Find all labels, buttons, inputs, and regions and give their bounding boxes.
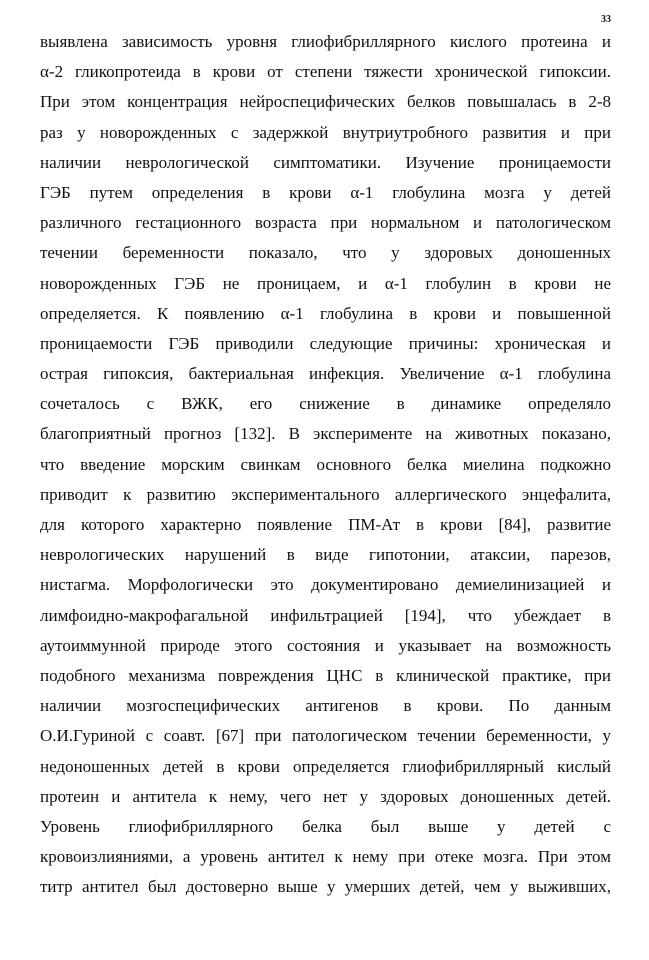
text-line: титр антител был достоверно выше у умерших детей, чем у выживших, — [40, 877, 611, 897]
text-line: нистагма. Морфологически это документировано демиелинизацией и — [40, 575, 611, 595]
text-line: лимфоидно-макрофагальной инфильтрацией [194], что убеждает в — [40, 605, 611, 625]
text-line: проницаемости ГЭБ приводили следующие причины: хроническая и — [40, 333, 611, 353]
text-line: недоношенных детей в крови определяется глиофибриллярный кислый — [40, 756, 611, 776]
page-number: 33 — [601, 14, 611, 25]
text-line: приводит к развитию экспериментального аллергического энцефалита, — [40, 484, 611, 504]
text-line: α-2 гликопротеида в крови от степени тяжести хронической гипоксии. — [40, 62, 611, 82]
text-line: Уровень глиофибриллярного белка был выше у детей с — [40, 816, 611, 836]
text-line: При этом концентрация нейроспецифических белков повышалась в 2-8 — [40, 92, 611, 112]
text-line: О.И.Гуриной с соавт. [67] при патологическом течении беременности, у — [40, 726, 611, 746]
text-line: для которого характерно появление ПМ-Ат в крови [84], развитие — [40, 515, 611, 534]
text-line: неврологических нарушений в виде гипотонии, атаксии, парезов, — [40, 545, 611, 565]
text-line: что введение морским свинкам основного белка миелина подкожно — [40, 454, 611, 474]
text-line: новорожденных ГЭБ не проницаем, и α-1 глобулин в крови не — [40, 273, 611, 293]
text-line: определяется. К появлению α-1 глобулина в крови и повышенной — [40, 303, 611, 323]
text-line: раз у новорожденных с задержкой внутриутробного развития и при — [40, 122, 611, 142]
text-line: острая гипоксия, бактериальная инфекция. Увеличение α-1 глобулина — [40, 364, 611, 384]
text-line: кровоизлияниями, а уровень антител к нему при отеке мозга. При этом — [40, 847, 611, 867]
text-line: течении беременности показало, что у здоровых доношенных — [40, 243, 611, 263]
body-paragraph — [40, 27, 611, 902]
text-line: ГЭБ путем определения в крови α-1 глобулина мозга у детей — [40, 182, 611, 202]
text-line: наличии мозгоспецифических антигенов в крови. По данным — [40, 696, 611, 716]
text-line: протеин и антитела к нему, чего нет у здоровых доношенных детей. — [40, 786, 611, 806]
text-line: различного гестационного возраста при нормальном и патологическом — [40, 213, 611, 233]
text-line: благоприятный прогноз [132]. В эксперименте на животных показано, — [40, 424, 611, 444]
text-line: сочеталось с ВЖК, его снижение в динамике определяло — [40, 394, 611, 414]
text-line: наличии неврологической симптоматики. Изучение проницаемости — [40, 152, 611, 172]
text-line: выявлена зависимость уровня глиофибриллярного кислого протеина и — [40, 32, 611, 51]
text-line: подобного механизма повреждения ЦНС в клинической практике, при — [40, 665, 611, 685]
text-line: аутоиммунной природе этого состояния и указывает на возможность — [40, 635, 611, 655]
